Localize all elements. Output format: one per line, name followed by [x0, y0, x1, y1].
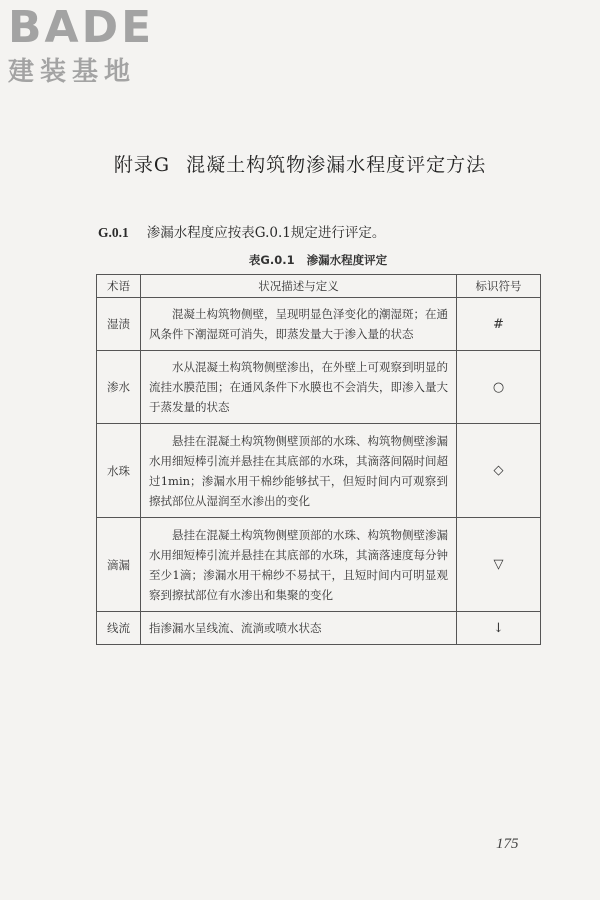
table-header-row — [97, 275, 541, 298]
header-term: 术语 — [97, 275, 141, 298]
appendix-title — [0, 150, 600, 177]
row-description: 水从混凝土构筑物侧壁渗出，在外壁上可观察到明显的流挂水膜范围；在通风条件下水膜也不会消失，即渗入量大于蒸发量的状态 — [141, 351, 457, 424]
header-symbol: 标识符号 — [457, 275, 541, 298]
row-symbol: ▽ — [457, 518, 541, 612]
clause-paragraph — [98, 221, 385, 241]
logo-brand: BADE — [8, 2, 155, 53]
leakage-table — [96, 274, 541, 645]
logo-subtitle: 建装基地 — [8, 57, 137, 87]
appendix-title-text: 混凝土构筑物渗漏水程度评定方法 — [186, 154, 487, 176]
row-symbol: ↓ — [457, 612, 541, 645]
header-description: 状况描述与定义 — [141, 275, 457, 298]
table-caption-label: 表G.0.1 — [248, 253, 295, 267]
row-description: 悬挂在混凝土构筑物侧壁顶部的水珠、构筑物侧壁渗漏水用细短棒引流并悬挂在其底部的水珠，其滴落间隔时间超过1min；渗漏水用干棉纱能够拭干，但短时间内可观察到擦拭部位从湿润至水渗出的变化 — [141, 424, 457, 518]
logo — [8, 4, 154, 88]
row-term: 渗水 — [97, 351, 141, 424]
clause-text: 渗漏水程度应按表G.0.1规定进行评定。 — [146, 225, 386, 241]
table-row — [97, 351, 541, 424]
page-number: 175 — [496, 836, 519, 852]
table-row — [97, 612, 541, 645]
row-description: 悬挂在混凝土构筑物侧壁顶部的水珠、构筑物侧壁渗漏水用细短棒引流并悬挂在其底部的水珠，其滴落速度每分钟至少1滴；渗漏水用干棉纱不易拭干，且短时间内可明显观察到擦拭部位有水渗出和集聚的变化 — [141, 518, 457, 612]
row-term: 线流 — [97, 612, 141, 645]
table-caption — [96, 252, 540, 268]
row-term: 滴漏 — [97, 518, 141, 612]
row-symbol: ◇ — [457, 424, 541, 518]
table-row — [97, 424, 541, 518]
row-term: 湿渍 — [97, 298, 141, 351]
clause-number: G.0.1 — [98, 225, 129, 240]
table-row — [97, 298, 541, 351]
row-symbol: ○ — [457, 351, 541, 424]
table-caption-title: 渗漏水程度评定 — [306, 253, 388, 267]
row-description: 混凝土构筑物侧壁，呈现明显色泽变化的潮湿斑；在通风条件下潮湿斑可消失，即蒸发量大于渗入量的状态 — [141, 298, 457, 351]
row-term: 水珠 — [97, 424, 141, 518]
row-symbol: # — [457, 298, 541, 351]
row-description: 指渗漏水呈线流、流淌或喷水状态 — [141, 612, 457, 645]
table-row — [97, 518, 541, 612]
appendix-label: 附录G — [113, 154, 171, 176]
